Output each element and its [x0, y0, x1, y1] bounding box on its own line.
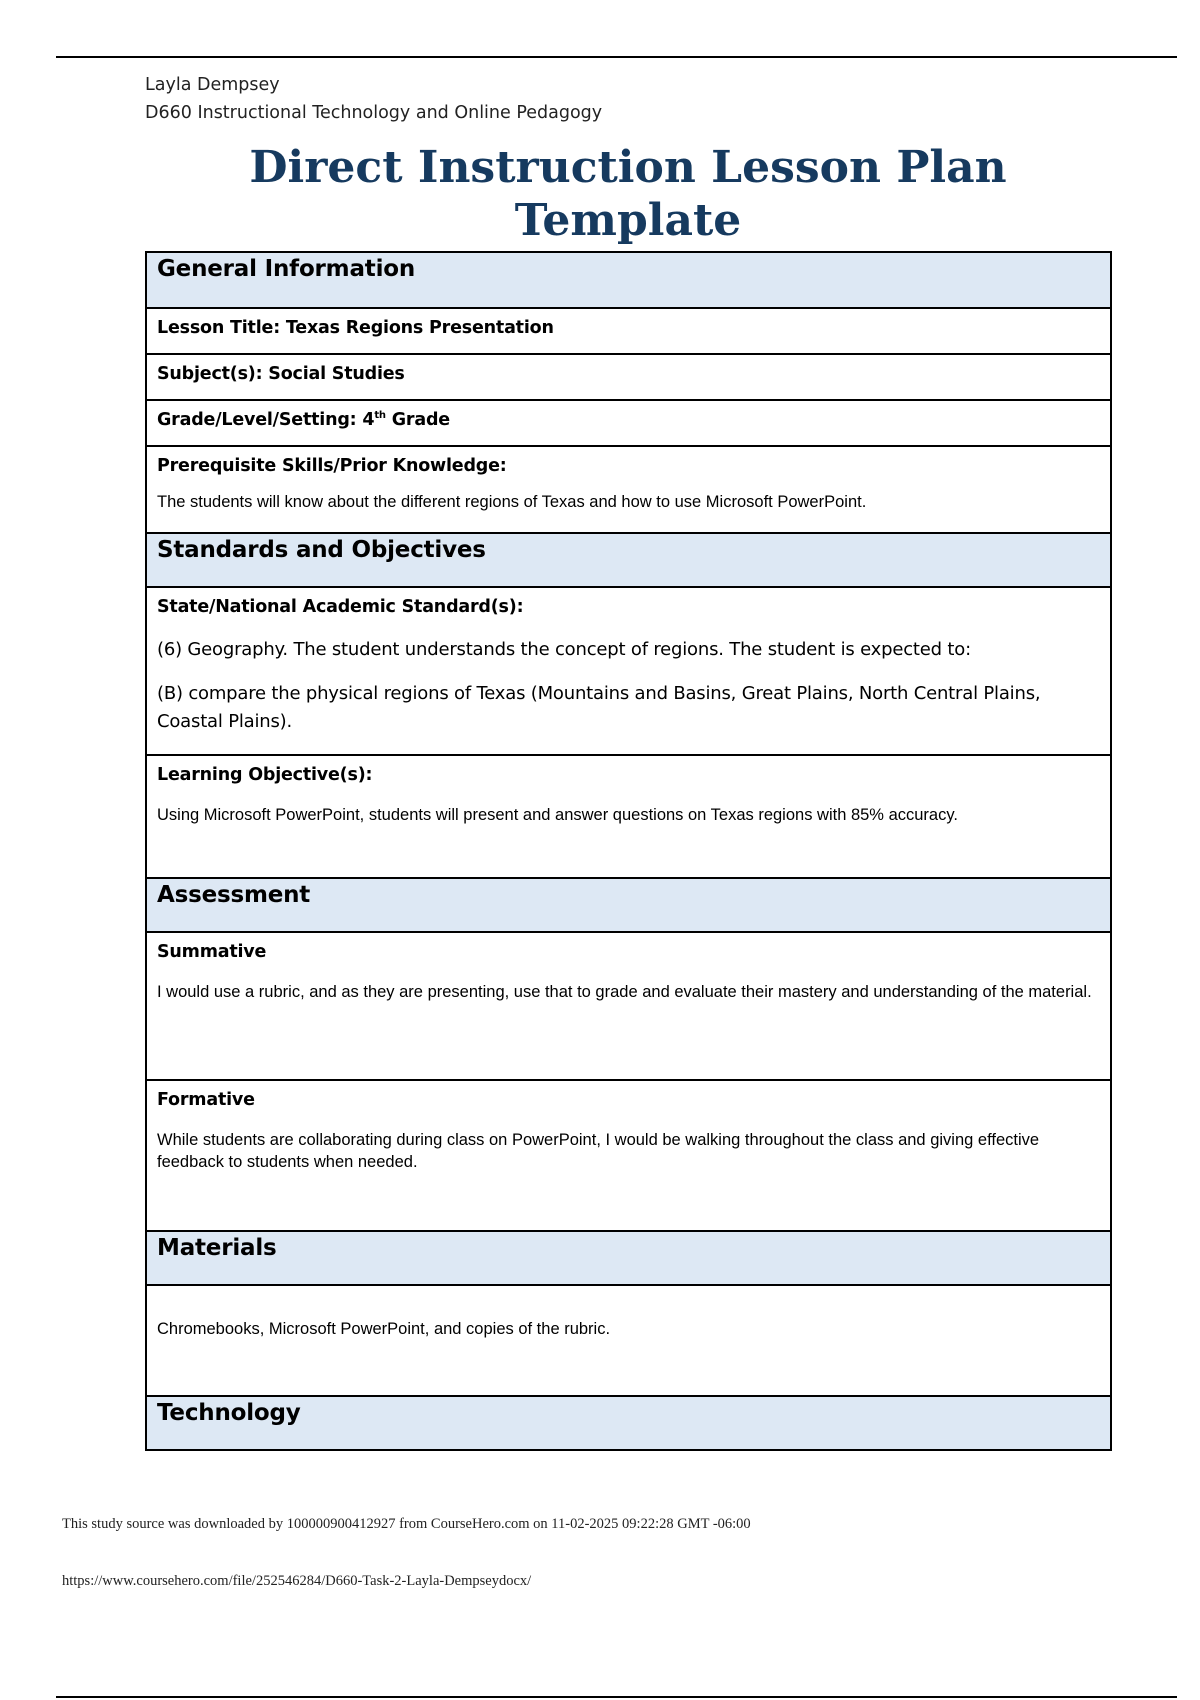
- summative-row: [147, 931, 1110, 1079]
- summative-label: Summative: [157, 942, 267, 962]
- grade-suffix: Grade: [385, 410, 450, 430]
- formative-text: While students are collaborating during class on PowerPoint, I would be walking throughout the class and giving effective feedback to students when needed.: [157, 1131, 1040, 1171]
- section-general-information: General Information: [147, 253, 1110, 307]
- section-technology: Technology: [147, 1395, 1110, 1449]
- lesson-title: Lesson Title: Texas Regions Presentation: [157, 318, 554, 338]
- section-assessment: Assessment: [147, 877, 1110, 931]
- grade-level: [157, 409, 1100, 431]
- course-name: D660 Instructional Technology and Online Pedagogy: [145, 103, 603, 123]
- bottom-rule: [56, 1696, 1177, 1698]
- prerequisite-label: Prerequisite Skills/Prior Knowledge:: [157, 456, 507, 476]
- grade-row: [147, 399, 1110, 445]
- materials-row: [147, 1284, 1110, 1395]
- source-url: https://www.coursehero.com/file/252546284/D660-Task-2-Layla-Dempseydocx/: [62, 1573, 532, 1589]
- subjects: Subject(s): Social Studies: [157, 364, 405, 384]
- grade-ordinal: th: [374, 410, 386, 422]
- lesson-title-row: [147, 307, 1110, 353]
- download-note: This study source was downloaded by 100000900412927 from CourseHero.com on 11-02-2025 09:22:28 GMT -06:00: [62, 1516, 751, 1532]
- top-rule: [56, 56, 1177, 58]
- grade-prefix: Grade/Level/Setting: 4: [157, 410, 375, 430]
- objectives-row: [147, 754, 1110, 877]
- objective-text: Using Microsoft PowerPoint, students will present and answer questions on Texas regions with 85% accuracy.: [157, 806, 958, 824]
- summative-text: I would use a rubric, and as they are presenting, use that to grade and evaluate their mastery and understanding of the material.: [157, 983, 1092, 1001]
- prerequisite-row: [147, 445, 1110, 532]
- standard-line-2: (B) compare the physical regions of Texas (Mountains and Basins, Great Plains, North Central Plains, Coastal Plains).: [157, 683, 1041, 732]
- formative-row: [147, 1079, 1110, 1230]
- standards-row: [147, 586, 1110, 754]
- section-materials: Materials: [147, 1230, 1110, 1284]
- standard-label: State/National Academic Standard(s):: [157, 597, 524, 617]
- materials-text: Chromebooks, Microsoft PowerPoint, and copies of the rubric.: [157, 1320, 611, 1338]
- subjects-row: [147, 353, 1110, 399]
- author-name: Layla Dempsey: [145, 75, 280, 95]
- lesson-plan-table: [145, 251, 1112, 1451]
- standard-line-1: (6) Geography. The student understands the concept of regions. The student is expected to:: [157, 639, 971, 660]
- document-title: Direct Instruction Lesson Plan Template: [249, 142, 1007, 246]
- section-standards-objectives: Standards and Objectives: [147, 532, 1110, 586]
- objective-label: Learning Objective(s):: [157, 765, 373, 785]
- formative-label: Formative: [157, 1090, 255, 1110]
- prerequisite-text: The students will know about the different regions of Texas and how to use Microsoft PowerPoint.: [157, 493, 867, 511]
